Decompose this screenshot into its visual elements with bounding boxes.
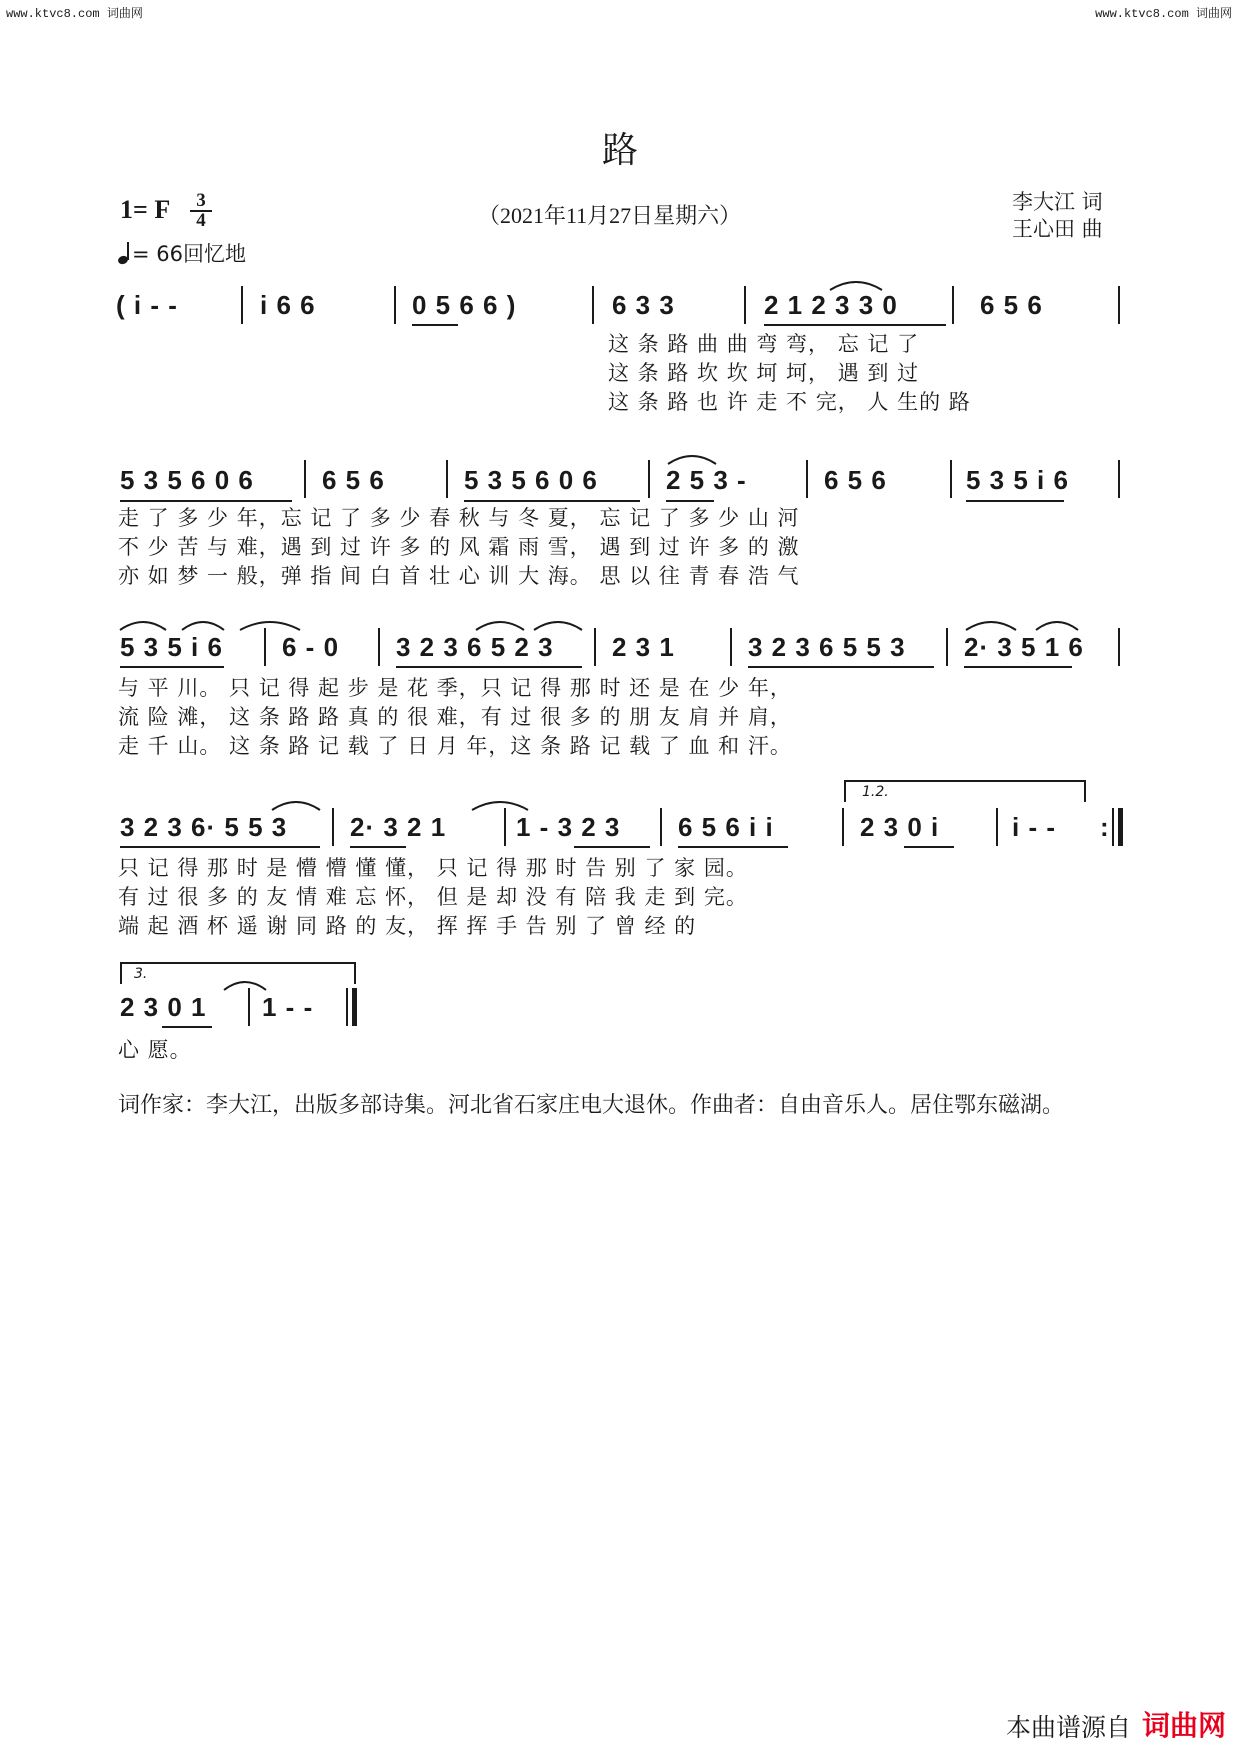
- beam-underline: [350, 846, 406, 848]
- lyricist-credit: 李大江 词: [1012, 190, 1103, 214]
- author-bio: 词作家：李大江，出版多部诗集。河北省石家庄电大退休。作曲者：自由音乐人。居住鄂东磁湖。: [118, 1093, 1065, 1118]
- measure-notes: i 6 6: [260, 290, 316, 320]
- key-signature: 1= F: [120, 195, 171, 224]
- measure-notes: 3 2 3 6 5 2 3: [396, 632, 554, 662]
- lyric-line: 亦 如 梦 一 般，弹 指 间 白 首 壮 心 训 大 海。 思 以 往 青 春 浩 气: [118, 564, 800, 588]
- measure-notes: 6 - 0: [282, 632, 340, 662]
- barline: [806, 460, 808, 498]
- barline: [594, 628, 596, 666]
- lyric-line: 这 条 路 也 许 走 不 完， 人 生的 路: [608, 390, 971, 414]
- measure-notes: 2 3 0 1: [120, 992, 207, 1022]
- volta-bracket: [844, 780, 1084, 782]
- barline: [346, 988, 348, 1026]
- measure-notes: ( i - -: [116, 290, 178, 320]
- beam-underline: [764, 324, 946, 326]
- lyric-line: 有 过 很 多 的 友 情 难 忘 怀， 但 是 却 没 有 陪 我 走 到 完。: [118, 885, 748, 909]
- barline: [842, 808, 844, 846]
- measure-notes: 2 1 2 3 3 0: [764, 290, 898, 320]
- barline: [1112, 808, 1114, 846]
- lyric-line: 心 愿。: [118, 1038, 192, 1062]
- tie-icon: [470, 798, 530, 812]
- time-signature: [190, 192, 212, 230]
- volta-bracket-right: [1084, 780, 1086, 802]
- slur-icon: [532, 618, 584, 632]
- volta-label: 1.2.: [862, 784, 889, 800]
- composer-credit: 王心田 曲: [1012, 217, 1103, 241]
- lyric-line: 端 起 酒 杯 遥 谢 同 路 的 友， 挥 挥 手 告 别 了 曾 经 的: [118, 914, 697, 938]
- volta-bracket-right: [354, 962, 356, 984]
- measure-notes: 2· 3 5 1 6: [964, 632, 1084, 662]
- barline: [946, 628, 948, 666]
- beam-underline: [678, 846, 788, 848]
- measure-notes: 3 2 3 6 5 5 3: [748, 632, 906, 662]
- measure-notes: 5 3 5 i 6: [120, 632, 223, 662]
- tempo-text: = 66回忆地: [132, 242, 246, 266]
- slur-icon: [964, 618, 1018, 632]
- barline: [378, 628, 380, 666]
- slur-icon: [828, 278, 884, 292]
- repeat-end-barline: [1118, 808, 1123, 846]
- measure-notes: 1 - 3 2 3: [516, 812, 621, 842]
- beam-underline: [904, 846, 954, 848]
- tempo-marking: [118, 238, 246, 270]
- measure-notes: 6 5 6: [980, 290, 1043, 320]
- barline: [744, 286, 746, 324]
- barline: [241, 286, 243, 324]
- measure-notes: i - -: [1012, 812, 1056, 842]
- time-signature-bottom: 4: [196, 210, 206, 231]
- site-watermark-right: www.ktvc8.com 词曲网: [1095, 7, 1232, 21]
- beam-underline: [412, 324, 458, 326]
- barline: [996, 808, 998, 846]
- barline: [394, 286, 396, 324]
- lyric-line: 流 险 滩， 这 条 路 路 真 的 很 难，有 过 很 多 的 朋 友 肩 并 肩，: [118, 705, 792, 729]
- repeat-dots: :: [1100, 812, 1110, 842]
- barline: [332, 808, 334, 846]
- barline: [504, 808, 506, 846]
- barline: [446, 460, 448, 498]
- slur-icon: [270, 798, 322, 812]
- barline: [304, 460, 306, 498]
- measure-notes: 2 3 0 i: [860, 812, 940, 842]
- barline: [950, 460, 952, 498]
- barline: [648, 460, 650, 498]
- barline: [1118, 286, 1120, 324]
- measure-notes: 1 - -: [262, 992, 314, 1022]
- volta-bracket-left: [120, 962, 122, 984]
- final-barline: [352, 988, 357, 1026]
- measure-notes: 6 5 6: [322, 465, 385, 495]
- measure-notes: 2· 3 2 1: [350, 812, 447, 842]
- volta-label: 3.: [134, 966, 148, 982]
- beam-underline: [966, 500, 1064, 502]
- date-label: （2021年11月27日星期六）: [478, 203, 742, 228]
- slur-icon: [474, 618, 526, 632]
- time-signature-top: 3: [190, 192, 212, 212]
- site-logo[interactable]: 词曲网: [1142, 1709, 1227, 1742]
- measure-notes: 2 3 1: [612, 632, 675, 662]
- slur-icon: [666, 452, 718, 466]
- beam-underline: [574, 846, 650, 848]
- tie-icon: [238, 618, 302, 632]
- volta-bracket: [120, 962, 356, 964]
- measure-notes: 5 3 5 6 0 6: [120, 465, 254, 495]
- beam-underline: [748, 666, 934, 668]
- volta-bracket-left: [844, 780, 846, 802]
- barline: [660, 808, 662, 846]
- quarter-note-icon: [118, 241, 132, 270]
- beam-underline: [162, 1026, 212, 1028]
- lyric-line: 走 千 山。 这 条 路 记 载 了 日 月 年，这 条 路 记 载 了 血 和 汗。: [118, 734, 792, 758]
- barline: [264, 628, 266, 666]
- beam-underline: [396, 666, 582, 668]
- measure-notes: 6 3 3: [612, 290, 675, 320]
- lyric-line: 只 记 得 那 时 是 懵 懵 懂 懂， 只 记 得 那 时 告 别 了 家 园。: [118, 856, 748, 880]
- lyric-line: 这 条 路 曲 曲 弯 弯， 忘 记 了: [608, 332, 920, 356]
- measure-notes: 6 5 6: [824, 465, 887, 495]
- barline: [730, 628, 732, 666]
- measure-notes: 5 3 5 i 6: [966, 465, 1069, 495]
- site-watermark-left: www.ktvc8.com 词曲网: [6, 7, 143, 21]
- source-label: 本曲谱源自: [1006, 1713, 1132, 1742]
- barline: [1118, 628, 1120, 666]
- beam-underline: [120, 846, 320, 848]
- lyric-line: 走 了 多 少 年，忘 记 了 多 少 春 秋 与 冬 夏， 忘 记 了 多 少 山 河: [118, 506, 800, 530]
- measure-notes: 5 3 5 6 0 6: [464, 465, 598, 495]
- lyric-line: 与 平 川。 只 记 得 起 步 是 花 季，只 记 得 那 时 还 是 在 少 年，: [118, 676, 792, 700]
- slur-icon: [180, 618, 226, 632]
- slur-icon: [1034, 618, 1080, 632]
- slur-icon: [118, 618, 168, 632]
- barline: [1118, 460, 1120, 498]
- tie-icon: [222, 978, 268, 992]
- barline: [248, 988, 250, 1026]
- measure-notes: 6 5 6 i i: [678, 812, 774, 842]
- beam-underline: [120, 666, 224, 668]
- measure-notes: 2 5 3 -: [666, 465, 747, 495]
- lyric-line: 这 条 路 坎 坎 坷 坷， 遇 到 过: [608, 361, 920, 385]
- barline: [592, 286, 594, 324]
- measure-notes: 3 2 3 6· 5 5 3: [120, 812, 288, 842]
- song-title: 路: [601, 130, 638, 171]
- barline: [952, 286, 954, 324]
- measure-notes: 0 5 6 6 ): [412, 290, 517, 320]
- lyric-line: 不 少 苦 与 难，遇 到 过 许 多 的 风 霜 雨 雪， 遇 到 过 许 多 的 激: [118, 535, 800, 559]
- beam-underline: [964, 666, 1072, 668]
